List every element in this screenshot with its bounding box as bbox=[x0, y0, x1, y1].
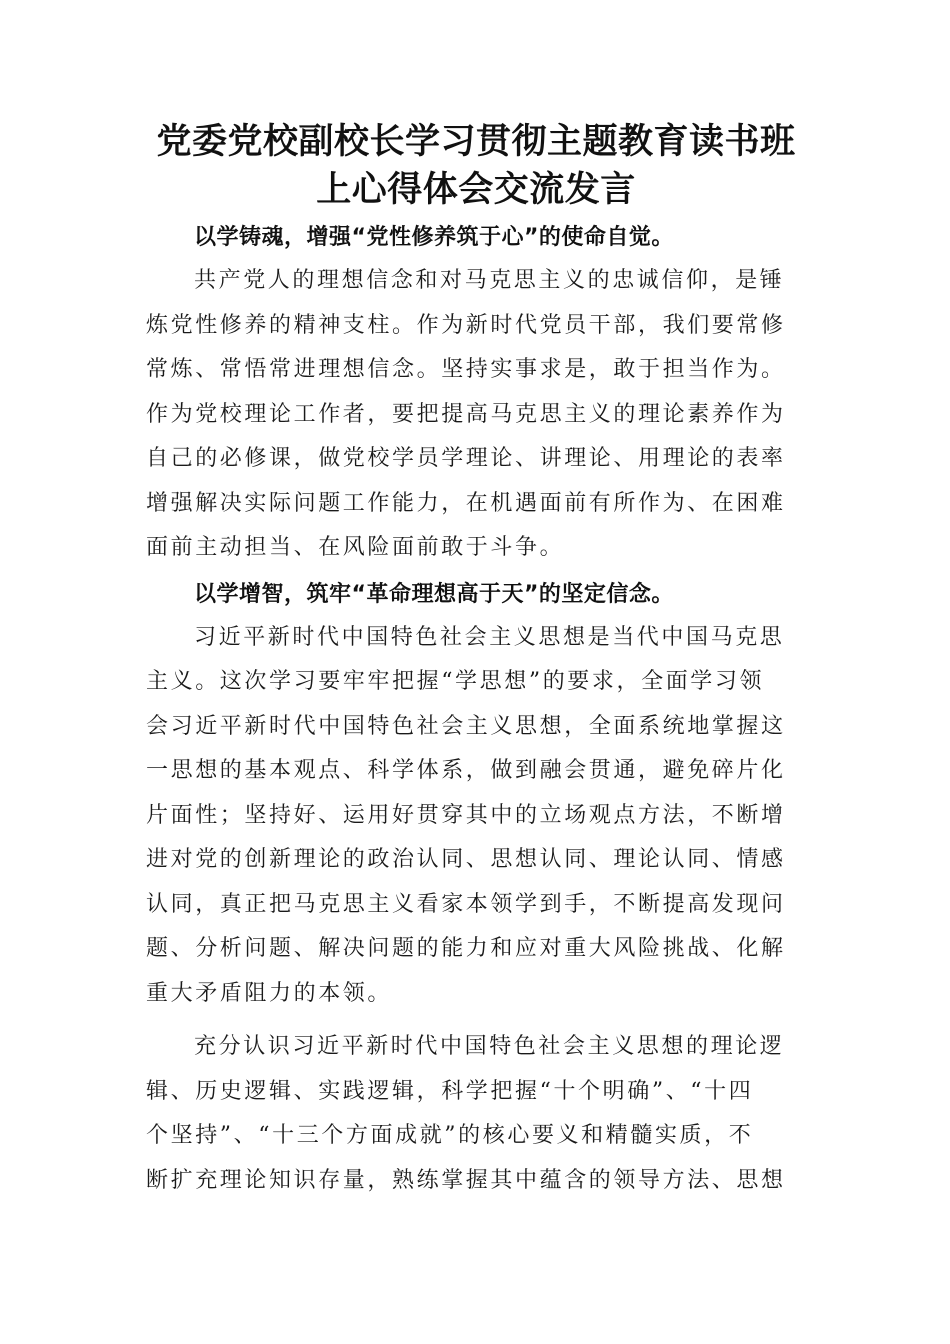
text-line: 一思想的基本观点、科学体系，做到融会贯通，避免碎片化 bbox=[146, 758, 786, 783]
text-line: 片面性；坚持好、运用好贯穿其中的立场观点方法，不断增 bbox=[146, 802, 786, 828]
text-line: 炼党性修养的精神支柱。作为新时代党员干部，我们要常修 bbox=[146, 312, 786, 338]
title-line: 党委党校副校长学习贯彻主题教育读书班 bbox=[156, 121, 796, 162]
title-line: 上心得体会交流发言 bbox=[316, 169, 636, 210]
paragraph-3 bbox=[146, 1025, 806, 1203]
text-line: 断扩充理论知识存量，熟练掌握其中蕴含的领导方法、思想 bbox=[146, 1167, 786, 1193]
document-page bbox=[146, 118, 806, 1203]
section-heading-1: 以学铸魂，增强“党性修养筑于心”的使命自觉。 bbox=[194, 225, 674, 250]
text-line: 重大矛盾阻力的本领。 bbox=[146, 980, 393, 1006]
text-line: 习近平新时代中国特色社会主义思想是当代中国马克思 bbox=[194, 624, 785, 650]
paragraph-spacer bbox=[146, 1016, 806, 1022]
text-line: 充分认识习近平新时代中国特色社会主义思想的理论逻 bbox=[194, 1034, 785, 1059]
text-line: 面前主动担当、在风险面前敢于斗争。 bbox=[146, 535, 565, 560]
text-line: 会习近平新时代中国特色社会主义思想，全面系统地掌握这 bbox=[146, 713, 786, 739]
paragraph-2 bbox=[146, 616, 806, 1017]
text-line: 自己的必修课，做党校学员学理论、讲理论、用理论的表率 bbox=[146, 446, 786, 471]
paragraph-1 bbox=[146, 259, 806, 571]
text-line: 认同，真正把马克思主义看家本领学到手，不断提高发现问 bbox=[146, 891, 786, 917]
text-line: 增强解决实际问题工作能力，在机遇面前有所作为、在困难 bbox=[146, 490, 786, 516]
text-line: 主义。这次学习要牢牢把握“学思想”的要求，全面学习领 bbox=[146, 669, 765, 694]
text-line: 共产党人的理想信念和对马克思主义的忠诚信仰，是锤 bbox=[194, 268, 785, 293]
section-heading-2: 以学增智，筑牢“革命理想高于天”的坚定信念。 bbox=[194, 581, 674, 607]
text-line: 辑、历史逻辑、实践逻辑，科学把握“十个明确”、“十四 bbox=[146, 1078, 754, 1104]
text-line: 题、分析问题、解决问题的能力和应对重大风险挑战、化解 bbox=[146, 936, 786, 961]
text-line: 进对党的创新理论的政治认同、思想认同、理论认同、情感 bbox=[146, 847, 786, 872]
document-title bbox=[146, 118, 806, 214]
text-line: 常炼、常悟常进理想信念。坚持实事求是，敢于担当作为。 bbox=[146, 357, 786, 382]
text-line: 作为党校理论工作者，要把提高马克思主义的理论素养作为 bbox=[146, 401, 786, 427]
text-line: 个坚持”、“十三个方面成就”的核心要义和精髓实质，不 bbox=[146, 1123, 754, 1148]
